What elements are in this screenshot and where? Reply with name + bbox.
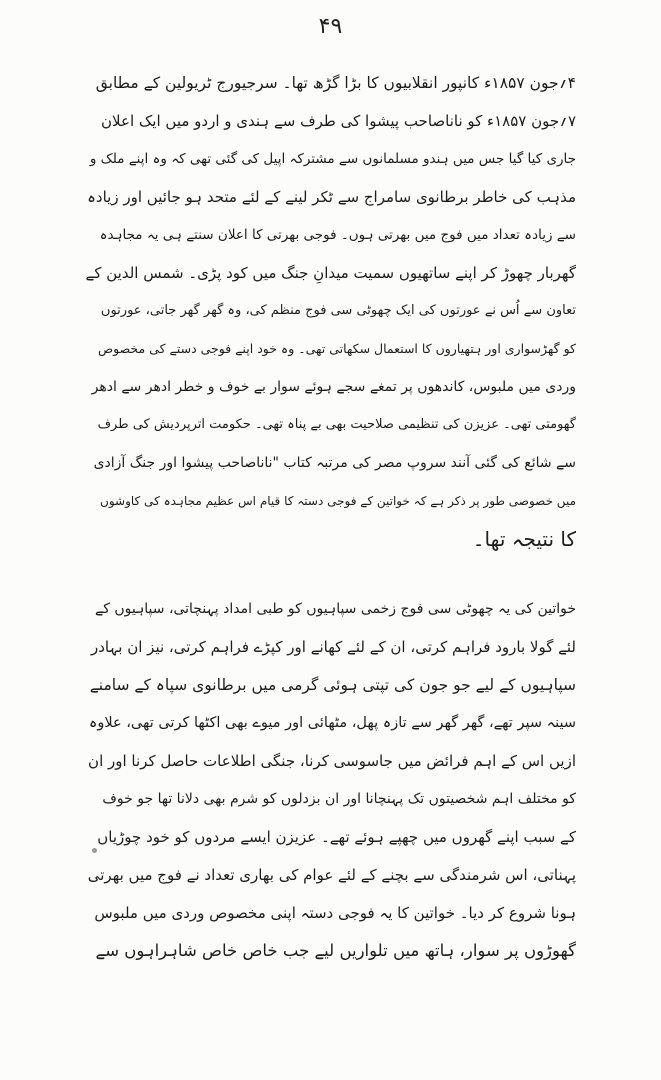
paragraph-1 xyxy=(86,64,576,564)
text-line: مذہب کی خاطر برطانوی سامراج سے ٹکر لینے کے لئے متحد ہو جائیں اور زیادہ xyxy=(87,188,576,206)
margin-dot xyxy=(92,848,97,853)
text-line: ازیں اس کے اہم فرائض میں جاسوسی کرنا، جنگی اطلاعات حاصل کرنا اور ان xyxy=(88,752,576,770)
text-line: میں خصوصی طور پر ذکر ہے کہ خواتین کے فوجی دستہ کا قیام اس عظیم مجاہدہ کی کاوشوں xyxy=(100,494,576,508)
text-line: گھومتی تھی۔ عزیزن کی تنظیمی صلاحیت بھی بے پناہ تھی۔ حکومت اترپردیش کی طرف xyxy=(97,417,576,432)
text-line: لئے گولا بارود فراہم کرتی، ان کے لئے کھانے اور کپڑے فراہم کرتی، نیز ان بہادر xyxy=(90,638,576,656)
paragraph-2 xyxy=(86,590,576,990)
text-line: وردی میں ملبوس، کاندھوں پر تمغے سجے ہوئے سوار بے خوف و خطر ادھر سے ادھر xyxy=(91,379,576,395)
text-line: گھربار چھوڑ کر اپنے ساتھیوں سمیت میدانِ جنگ میں کود پڑی۔ شمس الدین کے xyxy=(86,264,576,282)
text-line: ۴؍جون ۱۸۵۷ء کانپور انقلابیوں کا بڑا گڑھ تھا۔ سرجیورج ٹریولین کے مطابق xyxy=(95,74,576,92)
text-line: خواتین کی یہ چھوٹی سی فوج زخمی سپاہیوں کو طبی امداد پہنچاتی، سپاہیوں کے xyxy=(95,601,576,617)
text-line: پہناتی، اس شرمندگی سے بچنے کے لئے عوام کی بھاری تعداد نے فوج میں بھرتی xyxy=(87,866,576,884)
text-line: سے شائع کی گئی آنند سروپ مصر کی مرتبہ کتاب "ناناصاحب پیشوا اور جنگ آزادی xyxy=(93,455,576,471)
text-line: کے سبب اپنے گھروں میں چھپے ہوئے تھے۔ عزیزن ایسے مردوں کو خود چوڑیاں xyxy=(97,828,576,846)
text-line: کو مختلف اہم شخصیتوں تک پہنچانا اور ان بزدلوں کو شرم بھی دلانا تھا جو خوف xyxy=(102,791,576,807)
text-line: سینہ سپر تھے، گھر گھر سے تازہ پھل، مٹھائی اور میوے بھی اکٹھا کرتی تھی، علاوہ xyxy=(88,715,576,731)
text-line: کا نتیجہ تھا۔ xyxy=(472,527,576,551)
text-line: تعاون سے اُس نے عورتوں کی ایک چھوٹی سی فوج منظم کی، وہ گھر گھر جاتی، عورتوں xyxy=(100,303,576,318)
text-line: سے زیادہ تعداد میں فوج میں بھرتی ہوں۔ فوجی بھرتی کا اعلان سنتے ہی یہ مجاہدہ xyxy=(99,227,576,243)
text-line: سپاہیوں کے لیے جو جون کی تپتی ہوئی گرمی میں برطانوی سپاہ کے سامنے xyxy=(89,676,576,694)
page-number: ۴۹ xyxy=(318,14,343,39)
text-line: گھوڑوں پر سوار، ہاتھ میں تلواریں لیے جب خاص خاص شاہراہوں سے xyxy=(95,941,576,960)
text-line: ہونا شروع کر دیا۔ خواتین کا یہ فوجی دستہ اپنی مخصوص وردی میں ملبوس xyxy=(94,904,576,922)
text-line: ۷؍جون ۱۸۵۷ء کو ناناصاحب پیشوا کی طرف سے ہندی و اردو میں ایک اعلان xyxy=(101,112,576,130)
text-line: جاری کیا گیا جس میں ہندو مسلمانوں سے مشترکہ اپیل کی گئی تھی کہ وہ اپنے ملک و xyxy=(89,151,576,167)
text-line: کو گھڑسواری اور ہتھیاروں کا استعمال سکھاتی تھی۔ وہ خود اپنے فوجی دستے کی مخصوص xyxy=(98,341,576,356)
